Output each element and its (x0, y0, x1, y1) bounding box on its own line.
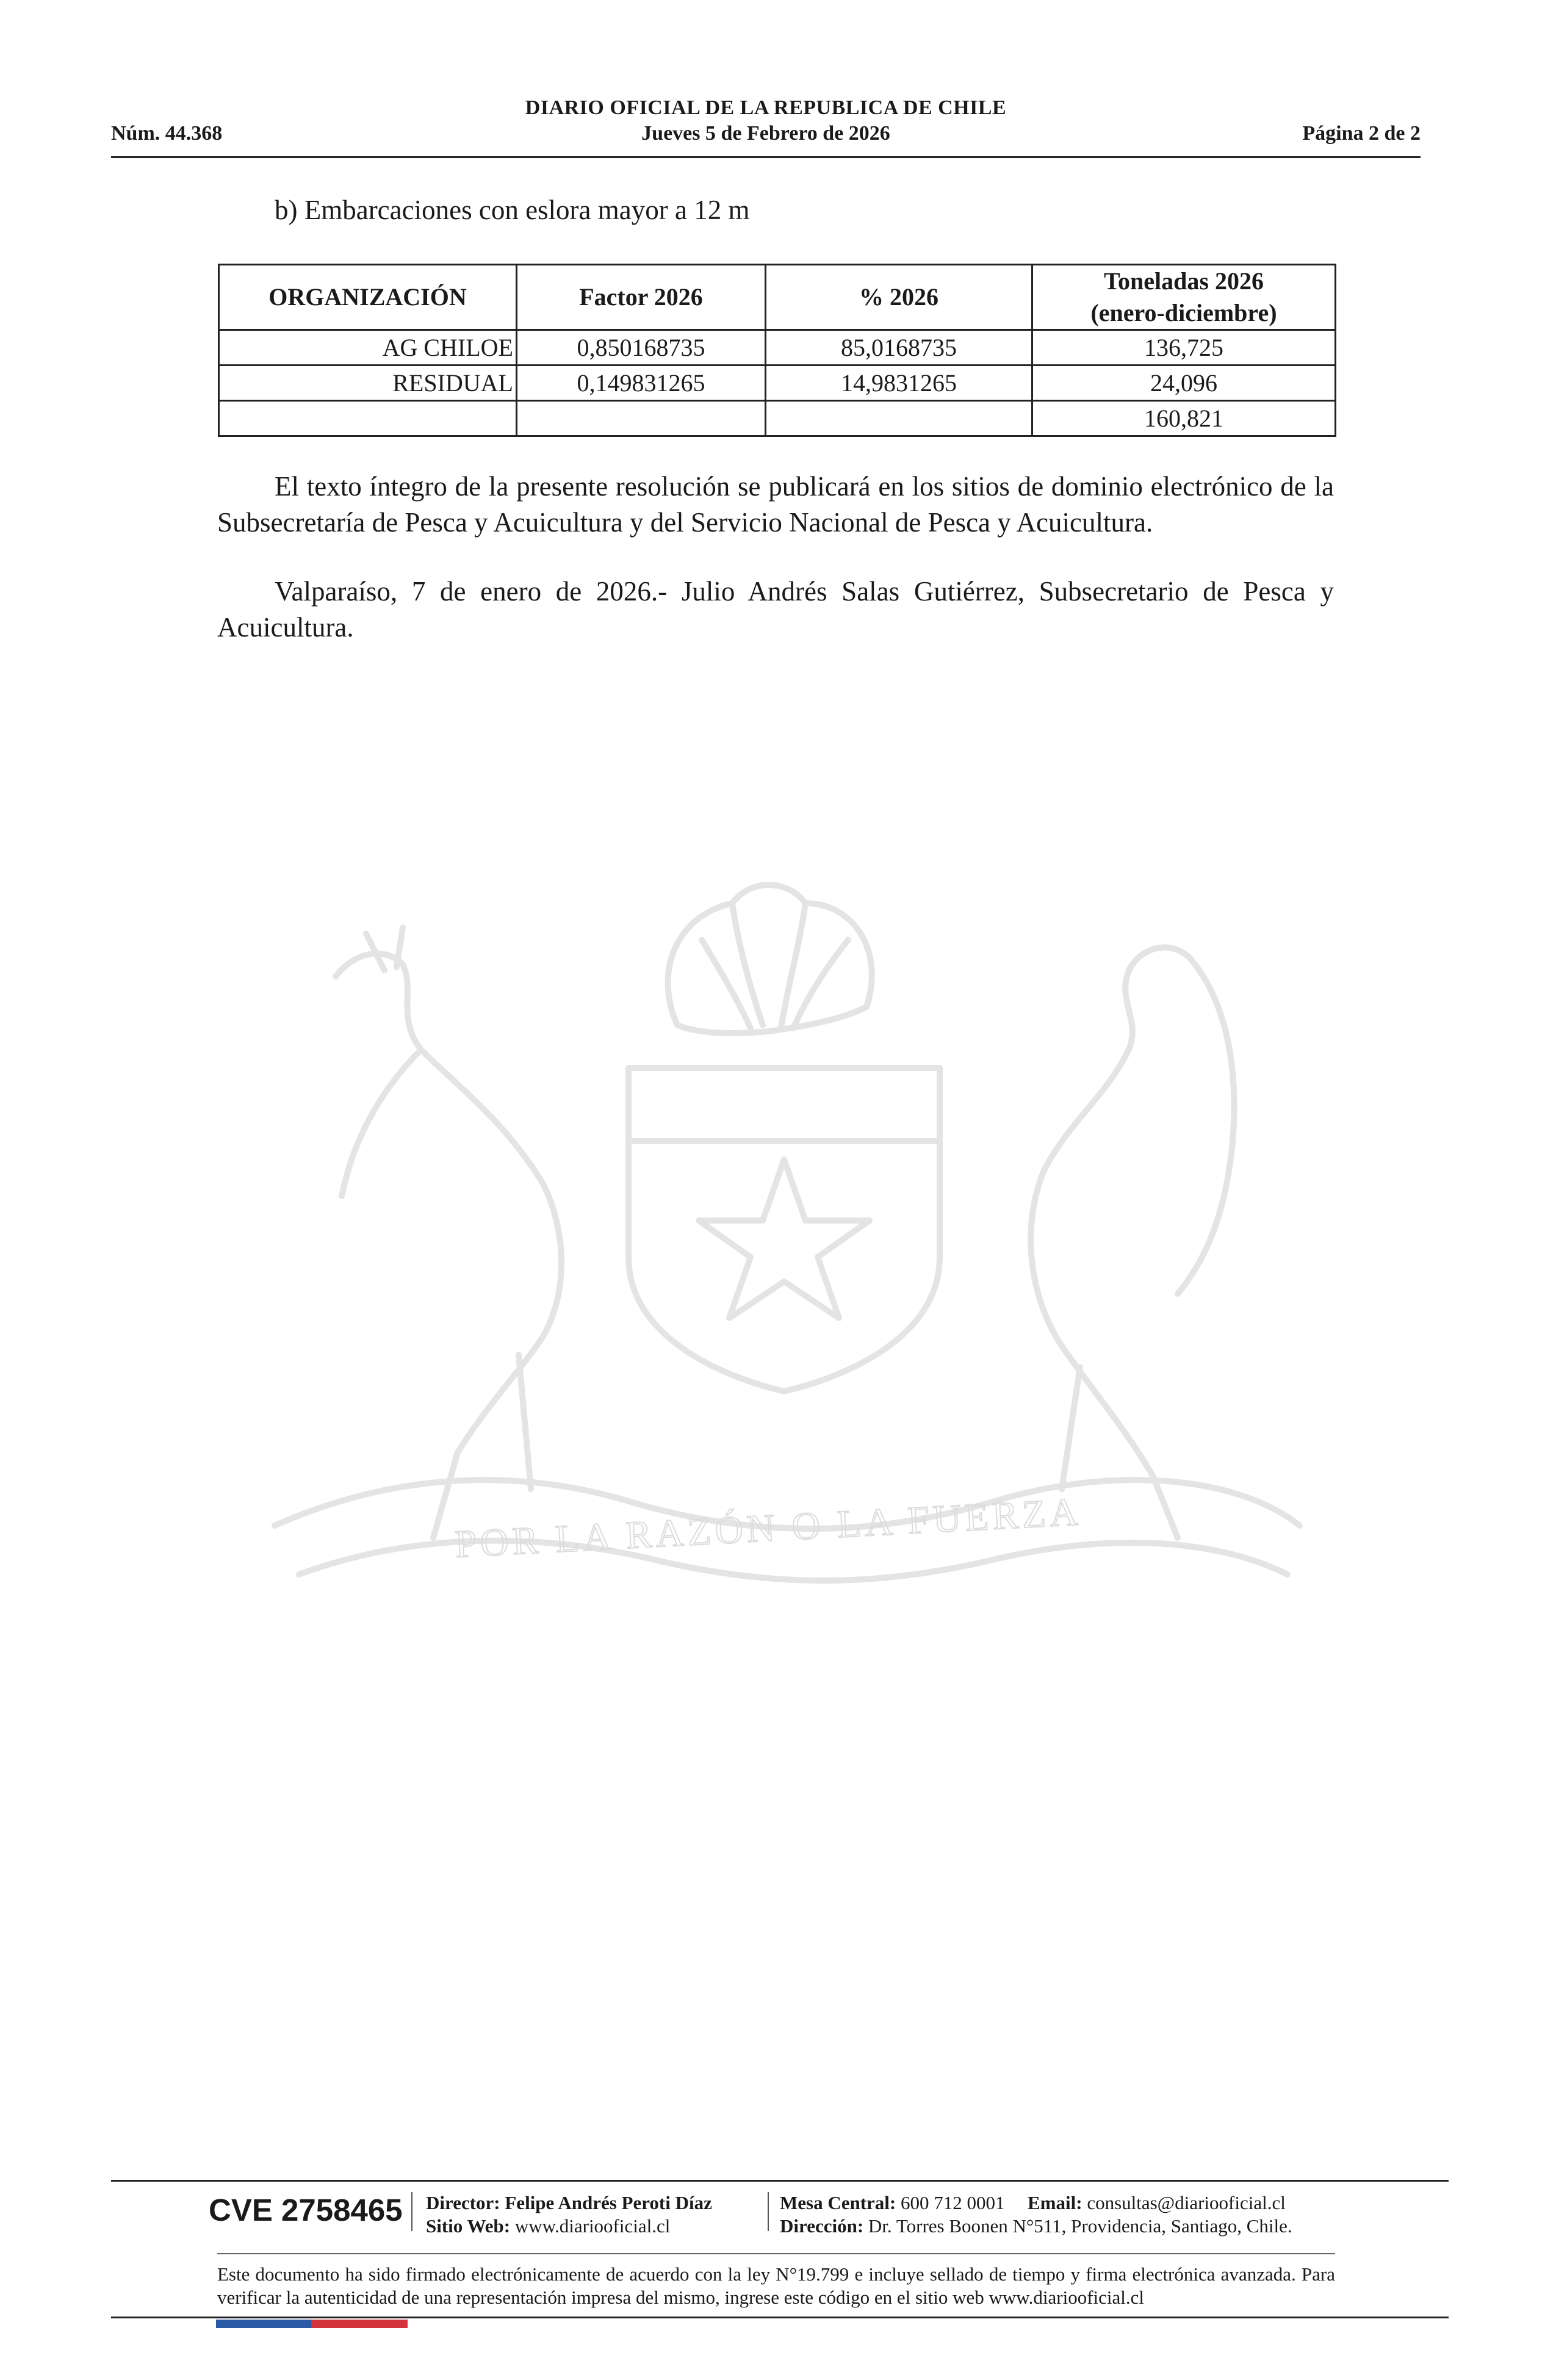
cell-tons: 136,725 (1032, 330, 1336, 366)
publication-date: Jueves 5 de Febrero de 2026 (641, 122, 890, 145)
cell-factor: 0,850168735 (517, 330, 766, 366)
cell-tons: 24,096 (1032, 366, 1336, 401)
flag-stripe-blue (216, 2320, 311, 2328)
section-title: b) Embarcaciones con eslora mayor a 12 m (275, 195, 750, 225)
phone-number: 600 712 0001 (901, 2192, 1005, 2213)
footer-divider-top (111, 2180, 1449, 2182)
cell-total-tons: 160,821 (1032, 401, 1336, 436)
quota-table (218, 264, 1336, 437)
footer-separator (411, 2192, 412, 2231)
cve-code: CVE 2758465 (209, 2193, 403, 2227)
body-paragraph: El texto íntegro de la presente resolución se publicará en los sitios de dominio electrónico de la Subsecretaría de Pesca y Acuicultura y del Servicio Nacional de Pesca y Acuicultura. (217, 471, 1334, 538)
issue-number: Núm. 44.368 (111, 122, 223, 145)
column-header-organization: ORGANIZACIÓN (219, 265, 517, 330)
table-row (219, 330, 1336, 366)
email-link[interactable]: consultas@diariooficial.cl (1087, 2192, 1286, 2213)
svg-text:POR LA RAZÓN O LA FUERZA: POR LA RAZÓN O LA FUERZA (453, 1490, 1082, 1566)
signature-notice: Este documento ha sido firmado electrónicamente de acuerdo con la ley N°19.799 e incluye sellado de tiempo y firma electrónica avanzada. Para verificar la autenticidad de una representación impresa del mismo, ingrese este código en el sitio web www.diariooficial.cl (217, 2263, 1335, 2308)
cell-factor: 0,149831265 (517, 366, 766, 401)
signature-paragraph: Valparaíso, 7 de enero de 2026.- Julio Andrés Salas Gutiérrez, Subsecretario de Pesca y Acuicultura. (217, 576, 1334, 643)
table-row (219, 366, 1336, 401)
column-header-tons-title: Toneladas 2026 (1104, 267, 1264, 295)
cell-organization: AG CHILOE (219, 330, 517, 366)
phone-label: Mesa Central: (780, 2192, 896, 2213)
column-header-tons (1032, 265, 1336, 330)
website-label: Sitio Web: (426, 2215, 511, 2237)
page-indicator: Página 2 de 2 (1302, 122, 1421, 145)
cell-organization (219, 401, 517, 436)
column-header-percent: % 2026 (766, 265, 1032, 330)
footer-divider-bottom (111, 2317, 1449, 2318)
footer-contact (780, 2192, 1286, 2214)
email-label: Email: (1028, 2192, 1082, 2213)
footer-separator (768, 2192, 769, 2231)
footer-address (780, 2215, 1292, 2237)
address-label: Dirección: (780, 2215, 864, 2237)
header-divider (111, 156, 1421, 158)
table-total-row (219, 401, 1336, 436)
column-header-factor: Factor 2026 (517, 265, 766, 330)
table-header-row (219, 265, 1336, 330)
cell-organization: RESIDUAL (219, 366, 517, 401)
publication-title: DIARIO OFICIAL DE LA REPUBLICA DE CHILE (525, 96, 1007, 119)
cell-percent (766, 401, 1032, 436)
cell-factor (517, 401, 766, 436)
director-label: Director: (426, 2192, 500, 2213)
footer-website (426, 2215, 670, 2237)
director-name: Felipe Andrés Peroti Díaz (505, 2192, 712, 2213)
address-text: Dr. Torres Boonen N°511, Providencia, Santiago, Chile. (868, 2215, 1292, 2237)
coat-of-arms-watermark (201, 867, 1336, 1672)
footer-director (426, 2192, 712, 2214)
website-link[interactable]: www.diariooficial.cl (514, 2215, 671, 2237)
cell-percent: 85,0168735 (766, 330, 1032, 366)
column-header-tons-period: (enero-diciembre) (1090, 299, 1277, 326)
cell-percent: 14,9831265 (766, 366, 1032, 401)
footer-divider-middle (217, 2253, 1335, 2254)
flag-stripe-red (311, 2320, 408, 2328)
